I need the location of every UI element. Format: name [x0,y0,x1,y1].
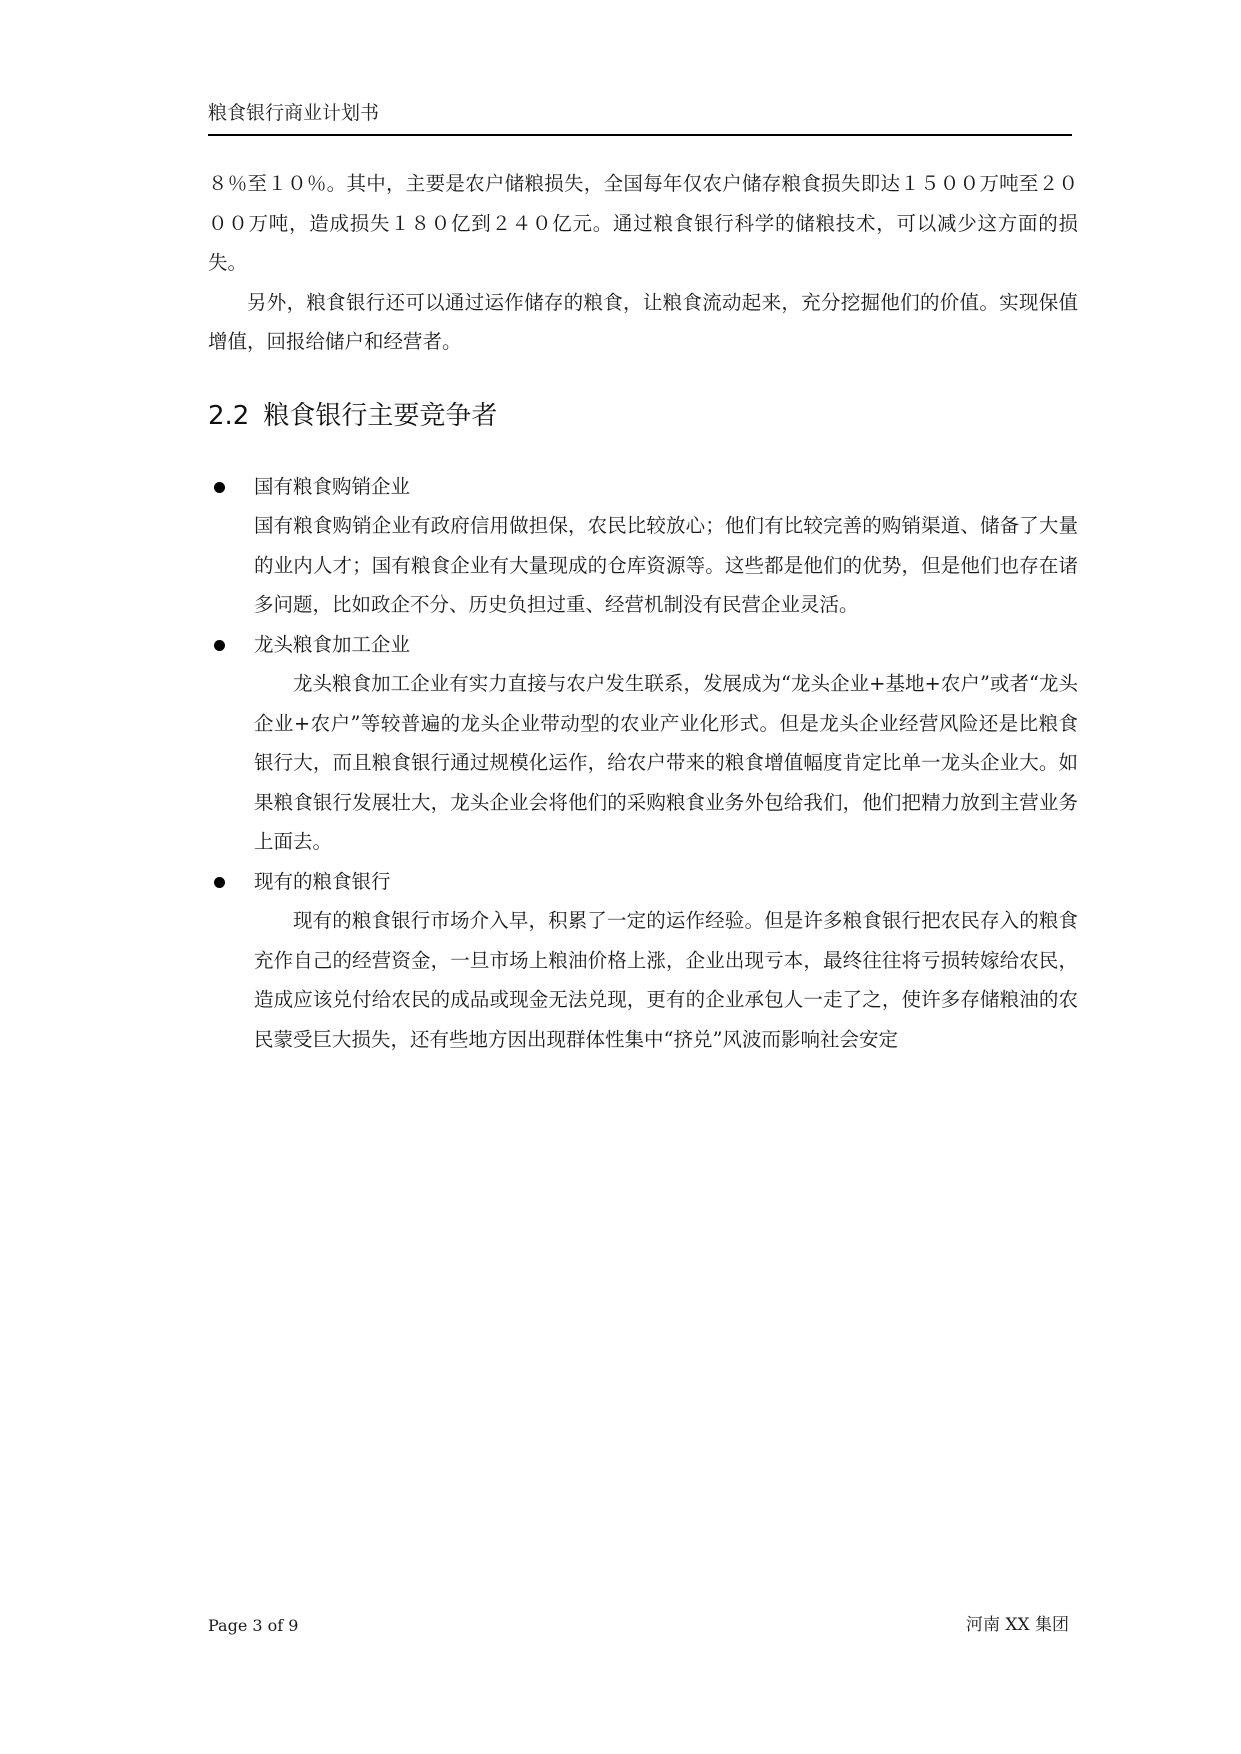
competitor-body: 龙头粮食加工企业有实力直接与农户发生联系，发展成为“龙头企业+基地+农户”或者“龙头企业+农户”等较普遍的龙头企业带动型的农业产业化形式。但是龙头企业经营风险还是比粮食银行大，而且粮食银行通过规模化运作，给农户带来的粮食增值幅度肯定比单一龙头企业大。如果粮食银行发展壮大，龙头企业会将他们的采购粮食业务外包给我们，他们把精力放到主营业务上面去。 [254,672,1078,853]
bullet-icon [214,640,225,651]
competitor-item [208,625,1078,862]
page-header [208,100,1072,136]
competitor-item [208,862,1078,1060]
section-number: 2.2 [208,400,250,431]
bullet-icon [214,482,225,493]
competitor-title: 现有的粮食银行 [254,869,391,893]
intro-paragraph-2: 另外，粮食银行还可以通过运作储存的粮食，让粮食流动起来，充分挖掘他们的价值。实现保值增值，回报给储户和经营者。 [208,290,1078,353]
competitor-body: 国有粮食购销企业有政府信用做担保，农民比较放心；他们有比较完善的购销渠道、储备了大量的业内人才；国有粮食企业有大量现成的仓库资源等。这些都是他们的优势，但是他们也存在诸多问题，比如政企不分、历史负担过重、经营机制没有民营企业灵活。 [254,514,1078,616]
page-content [208,164,1078,1059]
competitor-item [208,467,1078,625]
competitor-title: 龙头粮食加工企业 [254,632,411,656]
bullet-icon [214,877,225,888]
section-title: 粮食银行主要竞争者 [263,400,498,431]
header-title: 粮食银行商业计划书 [208,102,380,124]
competitor-body: 现有的粮食银行市场介入早，积累了一定的运作经验。但是许多粮食银行把农民存入的粮食充作自己的经营资金，一旦市场上粮油价格上涨，企业出现亏本，最终往往将亏损转嫁给农民，造成应该兑付给农民的成品或现金无法兑现，更有的企业承包人一走了之，使许多存储粮油的农民蒙受巨大损失，还有些地方因出现群体性集中“挤兑”风波而影响社会安定 [254,909,1078,1051]
intro-paragraph-1: ８％至１０％。其中，主要是农户储粮损失，全国每年仅农户储存粮食损失即达１５００万吨至２０００万吨，造成损失１８０亿到２４０亿元。通过粮食银行科学的储粮技术，可以减少这方面的损失。 [208,172,1078,274]
footer-company: 河南 XX 集团 [965,1615,1069,1635]
page-number: Page 3 of 9 [208,1616,299,1635]
competitor-title: 国有粮食购销企业 [254,474,411,498]
section-heading [208,399,1078,433]
